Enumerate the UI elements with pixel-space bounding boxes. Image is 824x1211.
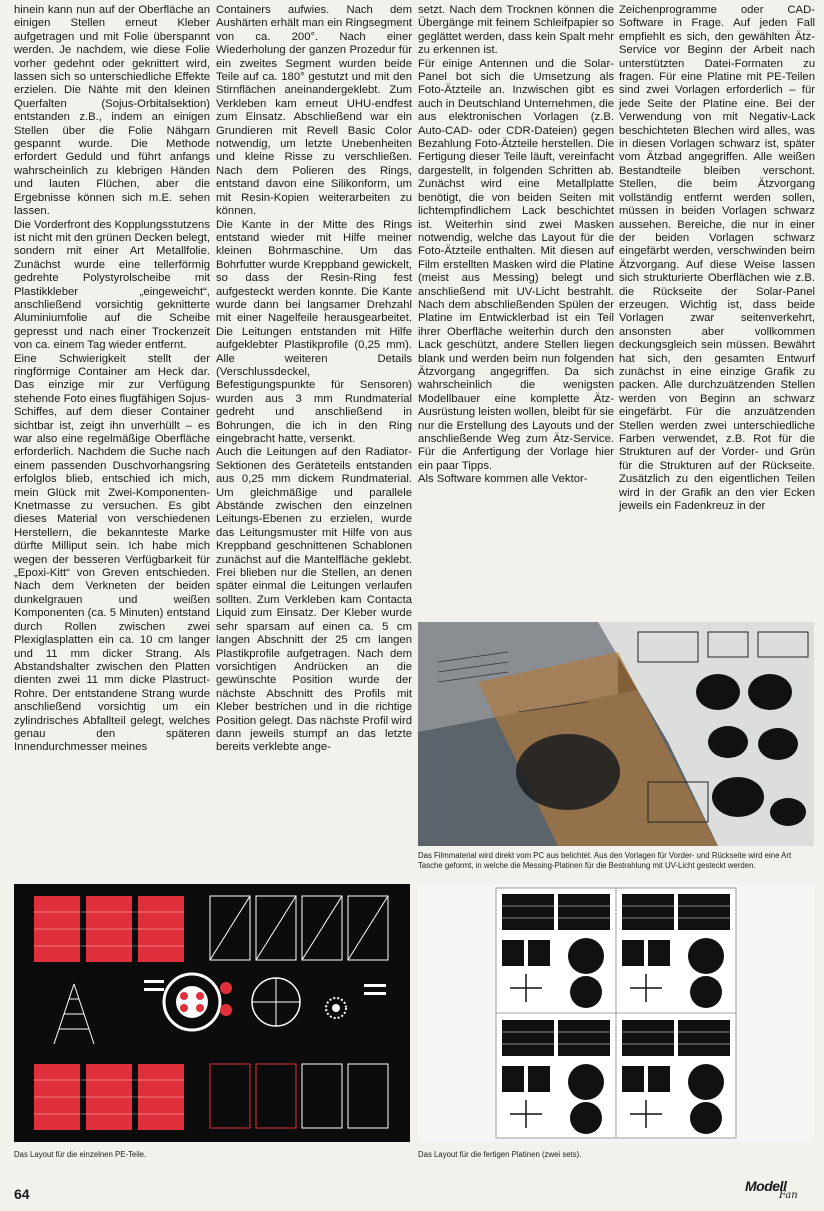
- magazine-logo: [745, 1178, 815, 1204]
- logo-main-text: Modell: [745, 1178, 787, 1194]
- text-column-4: [619, 4, 815, 513]
- pe-parts-layout-image: [14, 884, 410, 1142]
- film-photo: [418, 622, 814, 846]
- paragraph: Containers aufwies. Nach dem Aushärten erhält man ein Ringsegment von ca. 200°. Nach einer Wiederholung der ganzen Prozedur für ein zweites Segment wurden beide Teile auf ca. 180° gestutzt und mit den Stirnflächen aneinandergeklebt. Zum Verkleben kam erneut UHU-endfest zum Einsatz. Abschließend war ein Grundieren mit Revell Basic Color notwendig, um letzte Unebenheiten und kleine Risse zu verschließen. Nach dem Polieren des Rings, entstand davon eine Silikonform, um mit Resin-Kopien weiterarbeiten zu können.: [216, 4, 412, 218]
- text-column-3: [418, 4, 614, 487]
- paragraph: Eine Schwierigkeit stellt der ringförmige Container am Heck dar. Das einzige mir zur Verfügung stehende Foto eines flugfähigen Sojus-Schiffes, auf dem dieser Container sichtbar ist, zeigt ihn unverhüllt – es war also eine regelmäßige Oberfläche erforderlich. Nachdem die Suche nach einem passenden Duschvorhangsring erfolglos blieb, entschied ich mich, mein Glück mit Zwei-Komponenten-Knetmasse zu versuchen. Es gibt dieses Material von verschiedenen Herstellern, die bekannteste Marke dürfte Milliput sein. Ich habe mich wegen der besseren Verfügbarkeit für „Epoxi-Kitt“ von Greven entschieden. Nach dem Verkneten der beiden dunkelgrauen und weißen Komponenten (ca. 5 Minuten) entstand durch Rollen zwischen zwei Plexiglasplatten ein ca. 10 cm langer und 11 mm dicker Strang. Als Abstandshalter zwischen den Platten dienten zwei 11 mm dicke Plastruct-Rohre. Der entstandene Strang wurde anschließend vorsichtig um ein zylindrisches Abfallteil gelegt, welches genau den späteren Innendurchmesser meines: [14, 352, 210, 754]
- paragraph: Auch die Leitungen auf den Radiator-Sektionen des Geräteteils entstanden aus 0,25 mm dickem Rundmaterial. Um gleichmäßige und parallele Abstände zwischen den einzelnen Leitungs-Ebenen zu erzielen, wurde das Leitungsmuster mit Hilfe von aus Kreppband geschnittenen Schablonen zunächst auf die Mantelfläche geklebt. Frei blieben nur die Stellen, an denen später einmal die Leitungen verlaufen sollten. Zum Verkleben kam Contacta Liquid zum Einsatz. Der Kleber wurde sehr sparsam auf einen ca. 5 cm langen Abschnitt der 25 cm langen Plastikprofile aufgetragen. Nach dem vorsichtigen Andrücken an die gewünschte Position wurde der nächste Abschnitt des Profils mit Kleber bestrichen und in die richtige Position gelegt. Das nächste Profil wird dann jeweils stumpf an das letzte bereits verklebte ange-: [216, 446, 412, 754]
- plates-layout-image: [418, 884, 814, 1142]
- paragraph: Die Vorderfront des Kopplungsstutzens ist nicht mit den grünen Decken belegt, sondern mit einer Art Metallfolie. Zunächst wurde eine tellerförmig gedrehte Polystyrolscheibe mit Plastikkleber „eingeweicht“, anschließend vorsichtig geknitterte Aluminiumfolie auf die Scheibe gepresst und nach einer Trockenzeit von ca. einem Tag wieder entfernt.: [14, 218, 210, 352]
- caption-film: Das Filmmaterial wird direkt vom PC aus belichtet. Aus den Vorlagen für Vorder- und Rückseite wird eine Art Tasche geformt, in welche die Messing-Platinen für die Bestrahlung mit UV-Licht gesteckt werden.: [418, 851, 792, 870]
- caption-pe-parts: Das Layout für die einzelnen PE-Teile.: [14, 1150, 147, 1159]
- paragraph: hinein kann nun auf der Oberfläche an einigen Stellen erneut Kleber aufgetragen und mit Folie überspannt werden. Je nachdem, wie diese Folie vorher gedehnt oder geknittert wird, lassen sich so unterschiedliche Effekte erzielen. Die Nähte mit den kleinen Querfalten (Sojus-Orbitalsektion) entstanden z.B., indem an einigen Stellen über die Folie Nähgarn gespannt wurde. Die Methode erfordert Geduld und führt anfangs wahrscheinlich zu klebrigen Händen und lauten Flüchen, aber die Ergebnisse können sich m.E. sehen lassen.: [14, 4, 210, 218]
- paragraph: Zeichenprogramme oder CAD-Software in Frage. Auf jeden Fall empfiehlt es sich, den gewählten Ätz-Service vor Beginn der Arbeit nach unterstützten Datei-Formaten zu fragen. Für eine Platine mit PE-Teilen sind zwei Vorlagen erforderlich – für jede Seite der Platine eine. Bei der Verwendung von mit Negativ-Lack beschichteten Blechen wird alles, was in diesen Vorlagen schwarz ist, später vom Ätzbad angegriffen. Alle weißen Bestandteile bleiben verschont. Stellen, die beim Ätzvorgang vollständig entfernt werden sollen, müssen in beiden Vorlagen schwarz aussehen. Bereiche, die nur in einer der beiden Vorlagen schwarz eingefärbt werden, verschwinden beim Ätzvorgang. Auf diese Weise lassen sich strukturierte Oberflächen wie z.B. die Rückseite der Solar-Panel erzeugen. Wichtig ist, dass beide Vorlagen zwar seitenverkehrt, ansonsten aber vollkommen deckungsgleich sein müssen. Bewährt hat sich, den gesamten Entwurf zunächst in eine einzige Grafik zu packen. Alle durchzuätzenden Stellen werden von Beginn an schwarz eingefärbt. Für die anzuätzenden Stellen werden zwei unterschiedliche Farben verwendet, z.B. Rot für die Strukturen auf der Vorder- und Grün für die Strukturen auf der Rückseite. Zusätzlich zu den eigentlichen Teilen wird in der Grafik an den vier Ecken jeweils ein Fadenkreuz in der: [619, 4, 815, 513]
- plates-layout: [418, 884, 814, 1142]
- paragraph: Für einige Antennen und die Solar-Panel bot sich die Umsetzung als Foto-Ätzteile an. Inzwischen gibt es auch in Deutschland Unternehmen, die aus elektronischen Vorlagen (z.B. Auto-CAD- oder CDR-Dateien) gegen Bezahlung Foto-Ätzteile herstellen. Die Fertigung dieser Teile läuft, vereinfacht dargestellt, in folgenden Schritten ab. Zunächst wird eine Metallplatte benötigt, die von beiden Seiten mit lichtempfindlichem Lack beschichtet ist. Weiterhin sind zwei Masken notwendig, welche das Layout für die Foto-Ätzteile enthalten. Mit diesen auf Film erstellten Masken wird die Platine (meist aus Messing) belegt und anschließend mit UV-Licht bestrahlt. Nach dem abschließenden Spülen der Platine im Entwicklerbad ist ein Teil ihrer Oberfläche weiterhin durch den Lack geschützt, andere Stellen liegen blank und werden beim nun folgenden Ätzvorgang angegriffen. Da sich wahrscheinlich die wenigsten Modellbauer eine komplette Ätz-Ausrüstung leisten wollen, bleibt für sie nur die Erstellung des Layouts und der anschließende Weg zum Ätz-Service. Für die Anfertigung der Vorlage hier ein paar Tipps.: [418, 57, 614, 472]
- logo-sub-text: Fan: [779, 1190, 798, 1201]
- film-photo-image: [418, 622, 814, 846]
- text-column-1: [14, 4, 210, 755]
- text-column-2: [216, 4, 412, 755]
- pe-parts-layout: [14, 884, 410, 1142]
- caption-plates: Das Layout für die fertigen Platinen (zwei sets).: [418, 1150, 582, 1159]
- paragraph: Die Kante in der Mitte des Rings entstand wieder mit Hilfe meiner kleinen Bohrmaschine. Um das Bohrfutter wurde Kreppband gewickelt, so dass der Resin-Ring fest aufgesteckt werden konnte. Die Kante wurde dann bei langsamer Drehzahl mit einer Nagelfeile herausgearbeitet. Die Leitungen entstanden mit Hilfe aufgeklebter Plastikprofile (0,25 mm). Alle weiteren Details (Verschlussdeckel, Befestigungspunkte für Sensoren) wurden aus 3 mm Rundmaterial gedreht und anschließend in Bohrungen, die ich in den Ring eingebracht hatte, versenkt.: [216, 218, 412, 445]
- paragraph: setzt. Nach dem Trocknen können die Übergänge mit feinem Schleifpapier so geglättet werden, dass kein Spalt mehr zu erkennen ist.: [418, 4, 614, 57]
- page-number: 64: [14, 1186, 30, 1202]
- paragraph: Als Software kommen alle Vektor-: [418, 473, 588, 486]
